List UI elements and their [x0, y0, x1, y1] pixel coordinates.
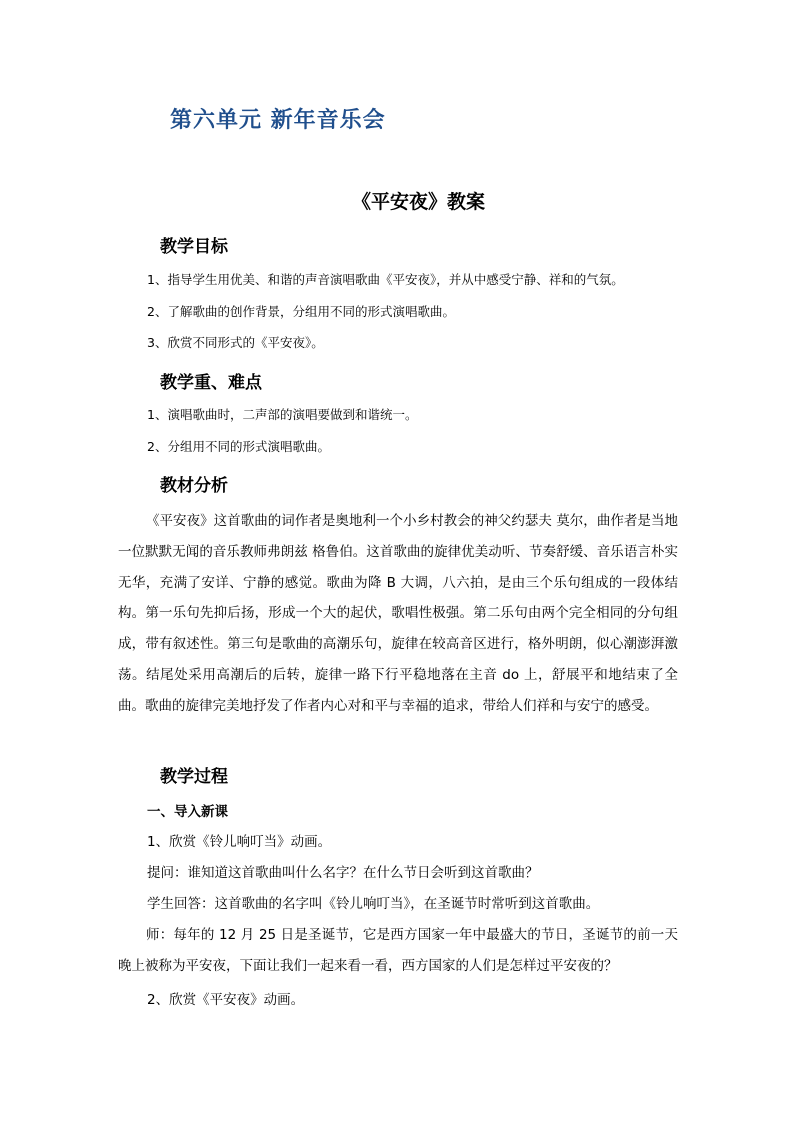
- key-point-item-2: 2、分组用不同的形式演唱歌曲。: [147, 439, 330, 454]
- process-subheading: 一、导入新课: [147, 804, 228, 820]
- process-line-3: 学生回答：这首歌曲的名字叫《铃儿响叮当》，在圣诞节时常听到这首歌曲。: [147, 896, 600, 912]
- unit-title: 第六单元 新年音乐会: [170, 107, 386, 133]
- document-title: 《平安夜》教案: [352, 191, 486, 213]
- goal-item-1: 1、指导学生用优美、和谐的声音演唱歌曲《平安夜》，并从中感受宁静、祥和的气氛。: [147, 272, 624, 287]
- process-line-1: 1、欣赏《铃儿响叮当》动画。: [147, 834, 332, 850]
- process-line-2: 提问：谁知道这首歌曲叫什么名字？在什么节日会听到这首歌曲？: [147, 865, 539, 881]
- section-heading-process: 教学过程: [160, 767, 228, 787]
- process-paragraph: 师：每年的 12 月 25 日是圣诞节，它是西方国家一年中最盛大的节日，圣诞节的前一天晚上被称为平安夜，下面让我们一起来看一看，西方国家的人们是怎样过平安夜的？: [118, 927, 678, 974]
- goal-item-3: 3、欣赏不同形式的《平安夜》。: [147, 335, 324, 350]
- analysis-paragraph: 《平安夜》这首歌曲的词作者是奥地利一个小乡村教会的神父约瑟夫 莫尔，曲作者是当地一位默默无闻的音乐教师弗朗兹 格鲁伯。这首歌曲的旋律优美动听、节奏舒缓、音乐语言朴实无华，充满了安详、宁静的感觉。歌曲为降 B 大调，八六拍，是由三个乐句组成的一段体结构。第一乐句先抑后扬，形成一个大的起伏，歌唱性极强。第二乐句由两个完全相同的分句组成，带有叙述性。第三句是歌曲的高潮乐句，旋律在较高音区进行，格外明朗，似心潮澎湃激荡。结尾处采用高潮后的后转，旋律一路下行平稳地落在主音 do 上，舒展平和地结束了全曲。歌曲的旋律完美地抒发了作者内心对和平与幸福的追求，带给人们祥和与安宁的感受。: [118, 513, 678, 714]
- section-heading-goals: 教学目标: [160, 237, 228, 257]
- section-heading-analysis: 教材分析: [160, 476, 228, 496]
- process-line-4: 2、欣赏《平安夜》动画。: [147, 992, 305, 1008]
- key-point-item-1: 1、演唱歌曲时，二声部的演唱要做到和谐统一。: [147, 407, 418, 422]
- section-heading-key-points: 教学重、难点: [160, 373, 262, 393]
- goal-item-2: 2、了解歌曲的创作背景，分组用不同的形式演唱歌曲。: [147, 304, 455, 319]
